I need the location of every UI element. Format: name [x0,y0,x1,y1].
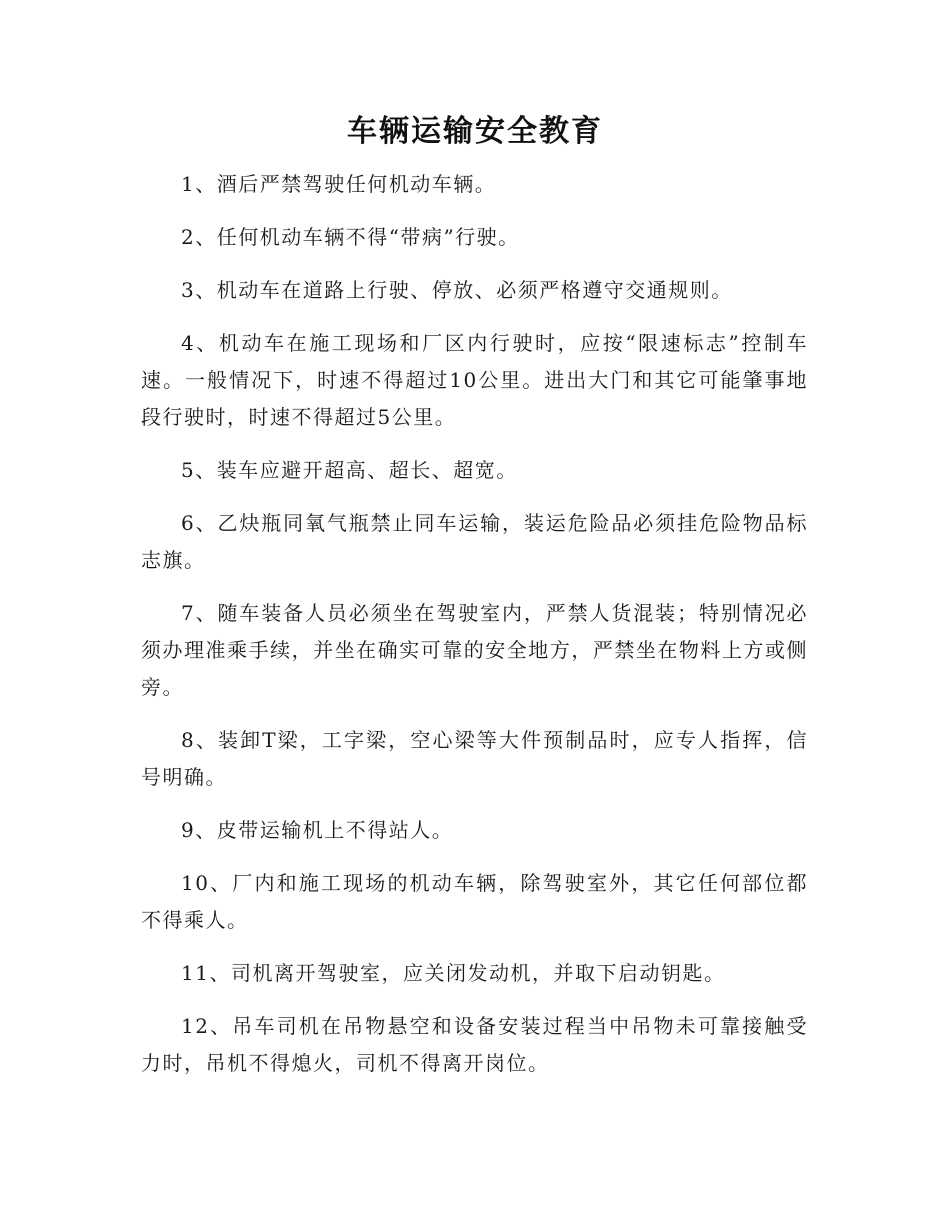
paragraph-11: 11、司机离开驾驶室，应关闭发动机，并取下启动钥匙。 [181,961,726,985]
paragraph-1: 1、酒后严禁驾驶任何机动车辆。 [181,172,497,196]
paragraph-8: 8、装卸T梁，工字梁，空心梁等大件预制品时，应专人指挥，信号明确。 [141,728,808,789]
paragraph-4: 4、机动车在施工现场和厂区内行驶时，应按“限速标志”控制车速。一般情况下，时速不得超过10公里。进出大门和其它可能肇事地段行驶时，时速不得超过5公里。 [141,331,808,429]
paragraph-12: 12、吊车司机在吊物悬空和设备安装过程当中吊物未可靠接触受力时，吊机不得熄火，司机不得离开岗位。 [141,1014,808,1075]
paragraph-9: 9、皮带运输机上不得站人。 [181,818,454,842]
paragraph-3: 3、机动车在道路上行驶、停放、必须严格遵守交通规则。 [181,278,733,302]
paragraph-5: 5、装车应避开超高、超长、超宽。 [181,458,518,482]
document-body [141,166,808,1098]
paragraph-2: 2、任何机动车辆不得“带病”行驶。 [181,225,520,249]
document-title: 车辆运输安全教育 [347,114,603,149]
paragraph-7: 7、随车装备人员必须坐在驾驶室内，严禁人货混装；特别情况必须办理准乘手续，并坐在确实可靠的安全地方，严禁坐在物料上方或侧旁。 [141,601,808,699]
paragraph-10: 10、厂内和施工现场的机动车辆，除驾驶室外，其它任何部位都不得乘人。 [141,871,808,932]
paragraph-6: 6、乙炔瓶同氧气瓶禁止同车运输，装运危险品必须挂危险物品标志旗。 [141,511,808,572]
